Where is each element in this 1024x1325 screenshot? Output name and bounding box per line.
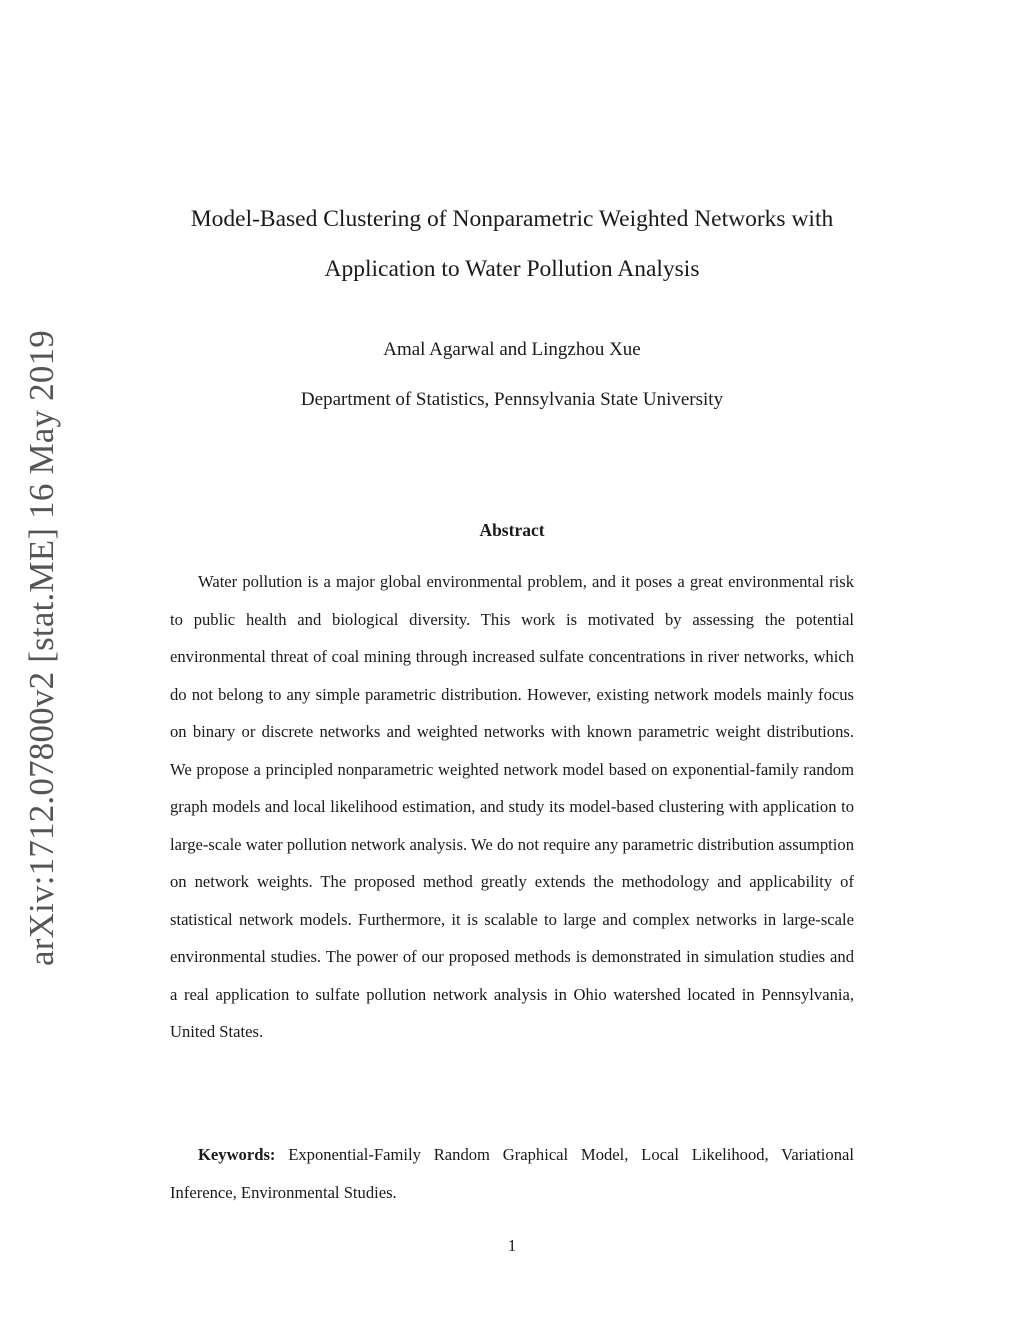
abstract-body: Water pollution is a major global environmental problem, and it poses a great environmental risk to public health and biological diversity. This work is motivated by assessing the potential environmental threat of coal mining through increased sulfate concentrations in river networks, which do not belong to any simple parametric distribution. However, existing network models mainly focus on binary or discrete networks and weighted networks with known parametric weight distributions. We propose a principled nonparametric weighted network model based on exponential-family random graph models and local likelihood estimation, and study its model-based clustering with application to large-scale water pollution network analysis. We do not require any parametric distribution assumption on network weights. The proposed method greatly extends the methodology and applicability of statistical network models. Furthermore, it is scalable to large and complex networks in large-scale environmental studies. The power of our proposed methods is demonstrated in simulation studies and a real application to sulfate pollution network analysis in Ohio watershed located in Pennsylvania, United States. [170, 572, 854, 1041]
abstract-heading: Abstract [479, 520, 545, 540]
author-list: Amal Agarwal and Lingzhou Xue [383, 339, 641, 360]
paper-title-line-2: Application to Water Pollution Analysis [324, 256, 700, 282]
page-number: 1 [507, 1236, 517, 1255]
keywords-label: Keywords: [198, 1145, 276, 1164]
keywords-paragraph [170, 1136, 854, 1211]
author-affiliation: Department of Statistics, Pennsylvania State University [300, 389, 724, 410]
arxiv-identifier-stamp: arXiv:1712.07800v2 [stat.ME] 16 May 2019 [22, 330, 61, 966]
paper-title-line-1: Model-Based Clustering of Nonparametric Weighted Networks with [190, 206, 834, 232]
keywords-text: Exponential-Family Random Graphical Model, Local Likelihood, Variational Inference, Environmental Studies. [170, 1145, 854, 1202]
